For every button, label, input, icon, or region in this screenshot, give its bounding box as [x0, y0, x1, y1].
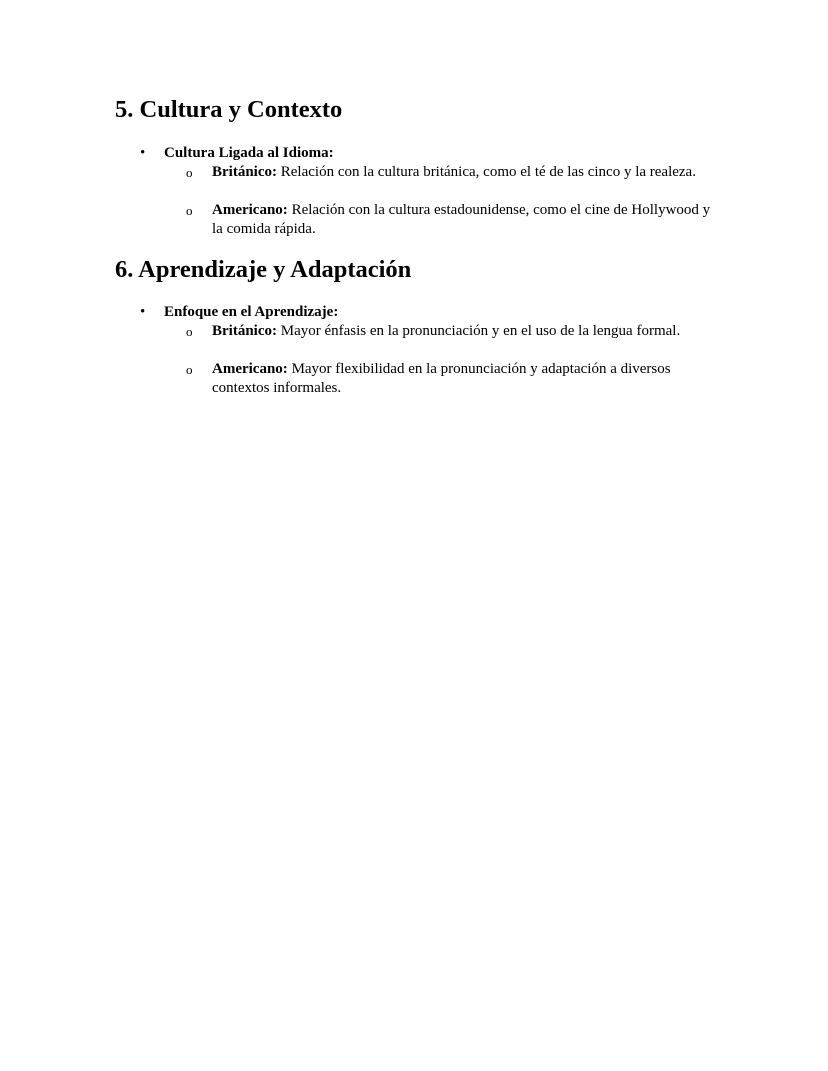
item-text: Relación con la cultura estadounidense, como el cine de Hollywood y la comida rápida. [212, 202, 711, 237]
sub-bullet-marker: o [186, 324, 193, 339]
list-item [212, 360, 717, 398]
sub-bullet-marker: o [186, 362, 193, 377]
item-text: Mayor énfasis en la pronunciación y en el uso de la lengua formal. [277, 323, 681, 339]
item-term: Británico: [212, 323, 277, 339]
bullet-marker: • [140, 145, 146, 161]
item-term: Americano: [212, 202, 288, 218]
sub-bullet-marker: o [186, 203, 193, 218]
bullet-label: Cultura Ligada al Idioma: [164, 145, 334, 161]
list-item [212, 201, 717, 239]
item-text: Mayor flexibilidad en la pronunciación y adaptación a diversos contextos informales. [212, 361, 671, 396]
bullet-label: Enfoque en el Aprendizaje: [164, 304, 339, 320]
item-term: Americano: [212, 361, 288, 377]
bullet-marker: • [140, 304, 146, 320]
item-text: Relación con la cultura británica, como el té de las cinco y la realeza. [277, 164, 696, 180]
sub-bullet-marker: o [186, 165, 193, 180]
section-heading: 5. Cultura y Contexto [115, 96, 343, 123]
section-heading: 6. Aprendizaje y Adaptación [115, 256, 412, 283]
list-item [212, 163, 717, 182]
item-term: Británico: [212, 164, 277, 180]
list-item [212, 322, 717, 341]
